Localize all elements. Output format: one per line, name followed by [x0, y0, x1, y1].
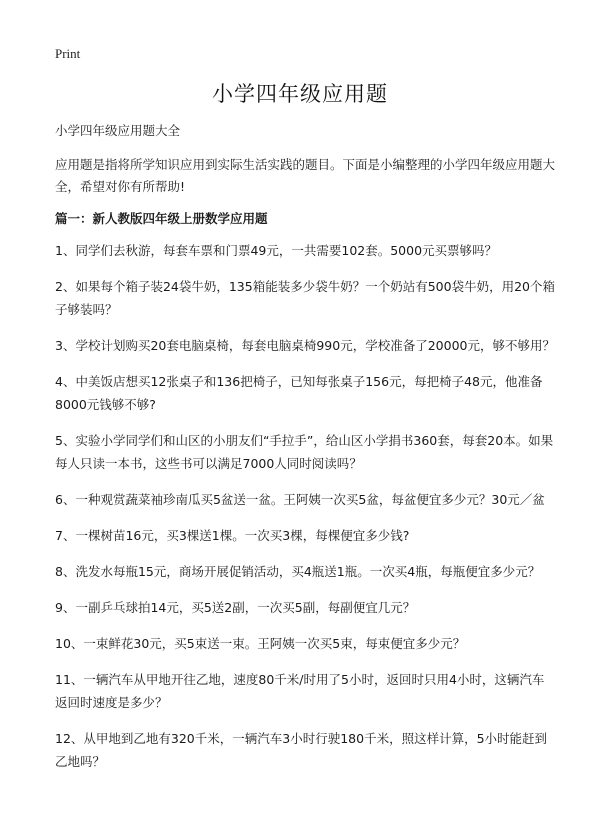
question-item: 3、学校计划购买20套电脑桌椅，每套电脑桌椅990元，学校准备了20000元，够不够用？ [55, 338, 555, 353]
question-item: 5、实验小学同学们和山区的小朋友们“手拉手”，给山区小学捐书360套，每套20本。如果每人只读一本书，这些书可以满足7000人同时阅读吗？ [55, 433, 554, 471]
print-link[interactable]: Print [55, 46, 81, 61]
question-item: 4、中美饭店想买12张桌子和136把椅子，已知每张桌子156元，每把椅子48元，他准备8000元钱够不够? [55, 374, 543, 412]
question-item: 2、如果每个箱子装24袋牛奶，135箱能装多少袋牛奶？一个奶站有500袋牛奶，用20个箱子够装吗？ [55, 279, 555, 317]
question-item: 6、一种观赏蔬菜袖珍南瓜买5盆送一盆。王阿姨一次买5盆，每盆便宜多少元？30元／盆 [55, 492, 545, 507]
document-subtitle: 小学四年级应用题大全 [55, 123, 181, 138]
document-body [55, 120, 555, 786]
section-heading: 篇一：新人教版四年级上册数学应用题 [55, 211, 268, 226]
page-title: 小学四年级应用题 [212, 82, 388, 106]
question-item: 9、一副乒乓球拍14元，买5送2副，一次买5副，每副便宜几元？ [55, 600, 416, 615]
question-item: 7、一棵树苗16元，买3棵送1棵。一次买3棵，每棵便宜多少钱? [55, 528, 410, 543]
question-item: 1、同学们去秋游，每套车票和门票49元，一共需要102套。5000元买票够吗？ [55, 243, 498, 258]
question-item: 11、一辆汽车从甲地开往乙地，速度80千米/时用了5小时，返回时只用4小时，这辆汽车返回时速度是多少？ [55, 672, 545, 710]
question-item: 8、洗发水每瓶15元，商场开展促销活动，买4瓶送1瓶。一次买4瓶，每瓶便宜多少元？ [55, 564, 541, 579]
question-list [55, 239, 555, 773]
intro-paragraph: 应用题是指将所学知识应用到实际生活实践的题目。下面是小编整理的小学四年级应用题大全，希望对你有所帮助! [55, 157, 556, 194]
question-item: 12、从甲地到乙地有320千米，一辆汽车3小时行驶180千米，照这样计算，5小时能赶到乙地吗？ [55, 731, 548, 769]
question-item: 10、一束鲜花30元，买5束送一束。王阿姨一次买5束，每束便宜多少元？ [55, 636, 466, 651]
